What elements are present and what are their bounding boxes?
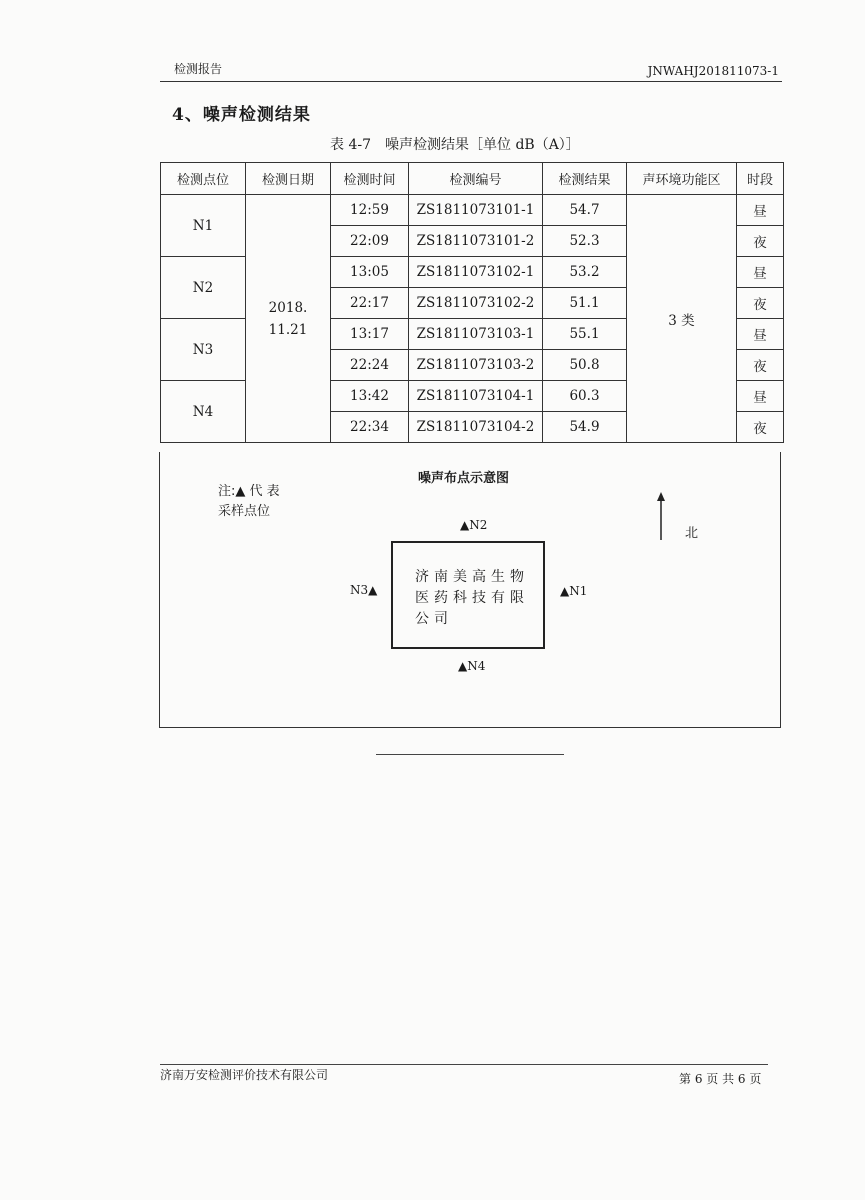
- end-rule: [376, 754, 564, 755]
- id-cell: ZS1811073103-1: [409, 319, 543, 350]
- col-header-time: 检测时间: [331, 163, 409, 195]
- header-rule: [160, 81, 782, 82]
- col-header-id: 检测编号: [409, 163, 543, 195]
- time-cell: 13:42: [331, 381, 409, 412]
- company-site-box: [391, 541, 545, 649]
- point-cell: N4: [161, 381, 246, 443]
- result-cell: 55.1: [543, 319, 627, 350]
- point-n4: ▲N4: [458, 659, 486, 673]
- result-cell: 51.1: [543, 288, 627, 319]
- result-cell: 60.3: [543, 381, 627, 412]
- date-cell: 2018. 11.21: [246, 195, 331, 443]
- time-cell: 22:34: [331, 412, 409, 443]
- col-header-period: 时段: [737, 163, 784, 195]
- footer-rule: [160, 1064, 768, 1065]
- time-cell: 13:17: [331, 319, 409, 350]
- north-label: 北: [685, 526, 699, 541]
- period-cell: 夜: [737, 350, 784, 381]
- table-row: [161, 195, 784, 226]
- note-line-2: 采样点位: [218, 504, 271, 519]
- period-cell: 夜: [737, 226, 784, 257]
- section-title: 4、噪声检测结果: [172, 105, 311, 125]
- diagram-note: [218, 482, 280, 522]
- company-name: 济南美高生物医药科技有限公司: [415, 569, 529, 627]
- point-n3: N3▲: [350, 583, 378, 597]
- time-cell: 13:05: [331, 257, 409, 288]
- point-cell: N2: [161, 257, 246, 319]
- table-caption: 表 4-7 噪声检测结果［单位 dB（A）］: [330, 137, 580, 153]
- period-cell: 昼: [737, 381, 784, 412]
- point-n1: ▲N1: [560, 584, 588, 598]
- noise-results-table: [160, 162, 784, 443]
- col-header-point: 检测点位: [161, 163, 246, 195]
- result-cell: 54.9: [543, 412, 627, 443]
- time-cell: 22:24: [331, 350, 409, 381]
- footer-company: 济南万安检测评价技术有限公司: [160, 1068, 329, 1082]
- diagram-title: 噪声布点示意图: [418, 471, 510, 486]
- time-cell: 22:09: [331, 226, 409, 257]
- id-cell: ZS1811073102-1: [409, 257, 543, 288]
- point-cell: N1: [161, 195, 246, 257]
- result-cell: 50.8: [543, 350, 627, 381]
- period-cell: 夜: [737, 288, 784, 319]
- noise-point-diagram: [159, 452, 781, 728]
- id-cell: ZS1811073101-2: [409, 226, 543, 257]
- report-number: JNWAHJ201811073-1: [647, 64, 779, 78]
- header-left: 检测报告: [174, 62, 223, 76]
- col-header-result: 检测结果: [543, 163, 627, 195]
- id-cell: ZS1811073102-2: [409, 288, 543, 319]
- id-cell: ZS1811073104-1: [409, 381, 543, 412]
- point-n2: ▲N2: [460, 518, 488, 532]
- result-cell: 53.2: [543, 257, 627, 288]
- page-number: 第 6 页 共 6 页: [679, 1072, 762, 1086]
- result-cell: 54.7: [543, 195, 627, 226]
- period-cell: 昼: [737, 195, 784, 226]
- col-header-date: 检测日期: [246, 163, 331, 195]
- id-cell: ZS1811073103-2: [409, 350, 543, 381]
- period-cell: 夜: [737, 412, 784, 443]
- point-cell: N3: [161, 319, 246, 381]
- period-cell: 昼: [737, 257, 784, 288]
- note-line-1: 注:▲ 代 表: [218, 484, 280, 499]
- time-cell: 22:17: [331, 288, 409, 319]
- north-arrow-icon: [654, 492, 668, 542]
- col-header-zone: 声环境功能区: [627, 163, 737, 195]
- table-header-row: [161, 163, 784, 195]
- zone-cell: 3 类: [627, 195, 737, 443]
- id-cell: ZS1811073104-2: [409, 412, 543, 443]
- period-cell: 昼: [737, 319, 784, 350]
- result-cell: 52.3: [543, 226, 627, 257]
- time-cell: 12:59: [331, 195, 409, 226]
- id-cell: ZS1811073101-1: [409, 195, 543, 226]
